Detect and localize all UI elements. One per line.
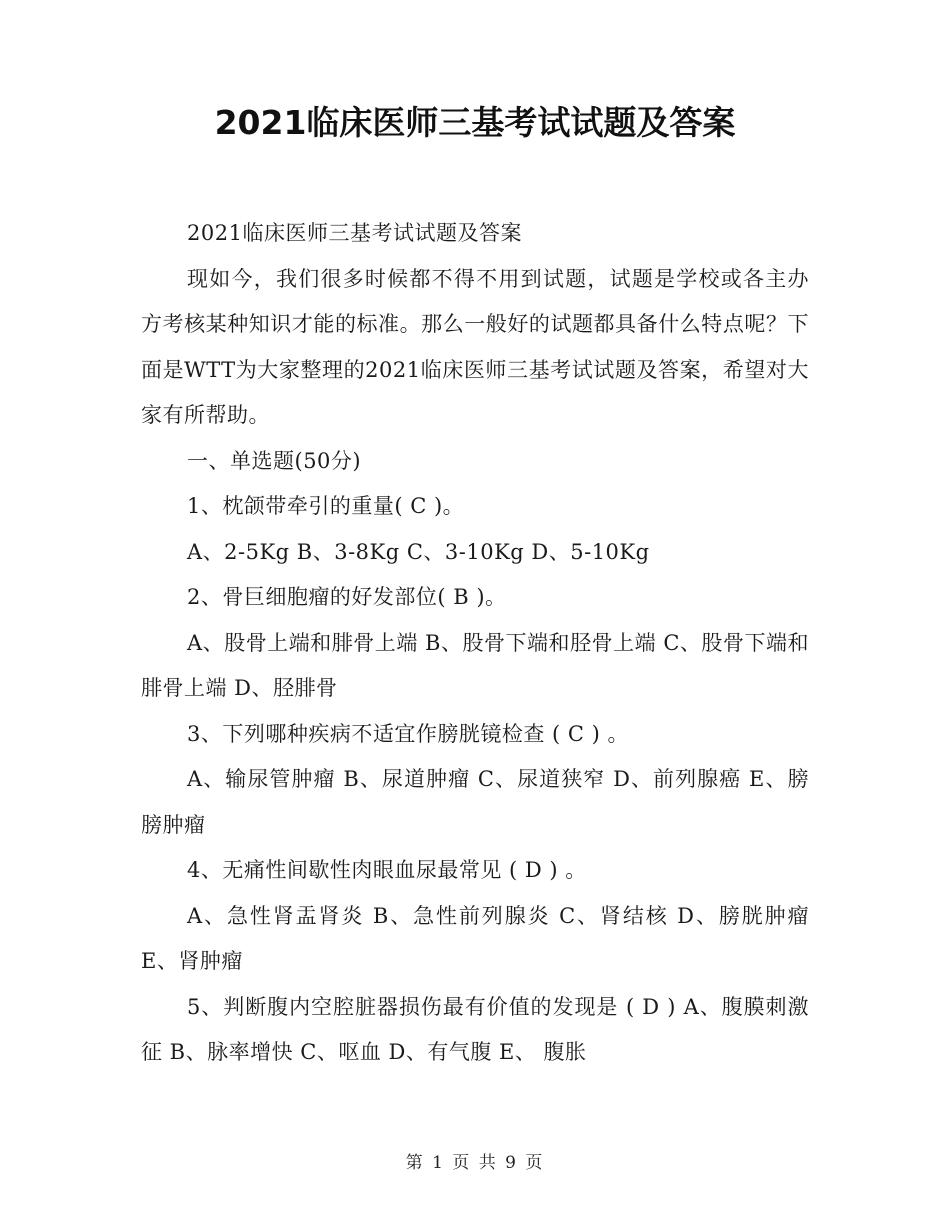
question-2: 2、骨巨细胞瘤的好发部位( B )。 bbox=[187, 585, 507, 609]
document-title: 2021临床医师三基考试试题及答案 bbox=[214, 103, 736, 142]
question-4: 4、无痛性间歇性肉眼血尿最常见 ( D ) 。 bbox=[187, 858, 587, 882]
question-4-options: A、急性肾盂肾炎 B、急性前列腺炎 C、肾结核 D、膀胱肿瘤 E、肾肿瘤 bbox=[141, 903, 809, 973]
paragraph-heading: 2021临床医师三基考试试题及答案 bbox=[187, 221, 522, 245]
question-1-options: A、2-5Kg B、3-8Kg C、3-10Kg D、5-10Kg bbox=[187, 539, 650, 564]
question-1: 1、枕颌带牵引的重量( C )。 bbox=[187, 494, 465, 518]
question-2-options: A、股骨上端和腓骨上端 B、股骨下端和胫骨上端 C、股骨下端和腓骨上端 D、胫腓骨 bbox=[141, 630, 809, 700]
question-3: 3、下列哪种疾病不适宜作膀胱镜检查 ( C ) 。 bbox=[187, 721, 630, 746]
section-heading-single-choice: 一、单选题(50分) bbox=[187, 448, 362, 473]
page-footer: 第 1 页 共 9 页 bbox=[405, 1153, 545, 1173]
paragraph-intro: 现如今，我们很多时候都不得不用到试题，试题是学校或各主办方考核某种知识才能的标准。那么一般好的试题都具备什么特点呢？下面是WTT为大家整理的2021临床医师三基考试试题及答案，希望对大家有所帮助。 bbox=[141, 266, 809, 427]
question-3-options: A、输尿管肿瘤 B、尿道肿瘤 C、尿道狭窄 D、前列腺癌 E、膀膀肿瘤 bbox=[141, 767, 809, 837]
question-5: 5、判断腹内空腔脏器损伤最有价值的发现是 ( D ) A、腹膜刺激征 B、脉率增快 C、呕血 D、有气腹 E、 腹胀 bbox=[141, 994, 809, 1064]
document-body bbox=[141, 211, 809, 1076]
